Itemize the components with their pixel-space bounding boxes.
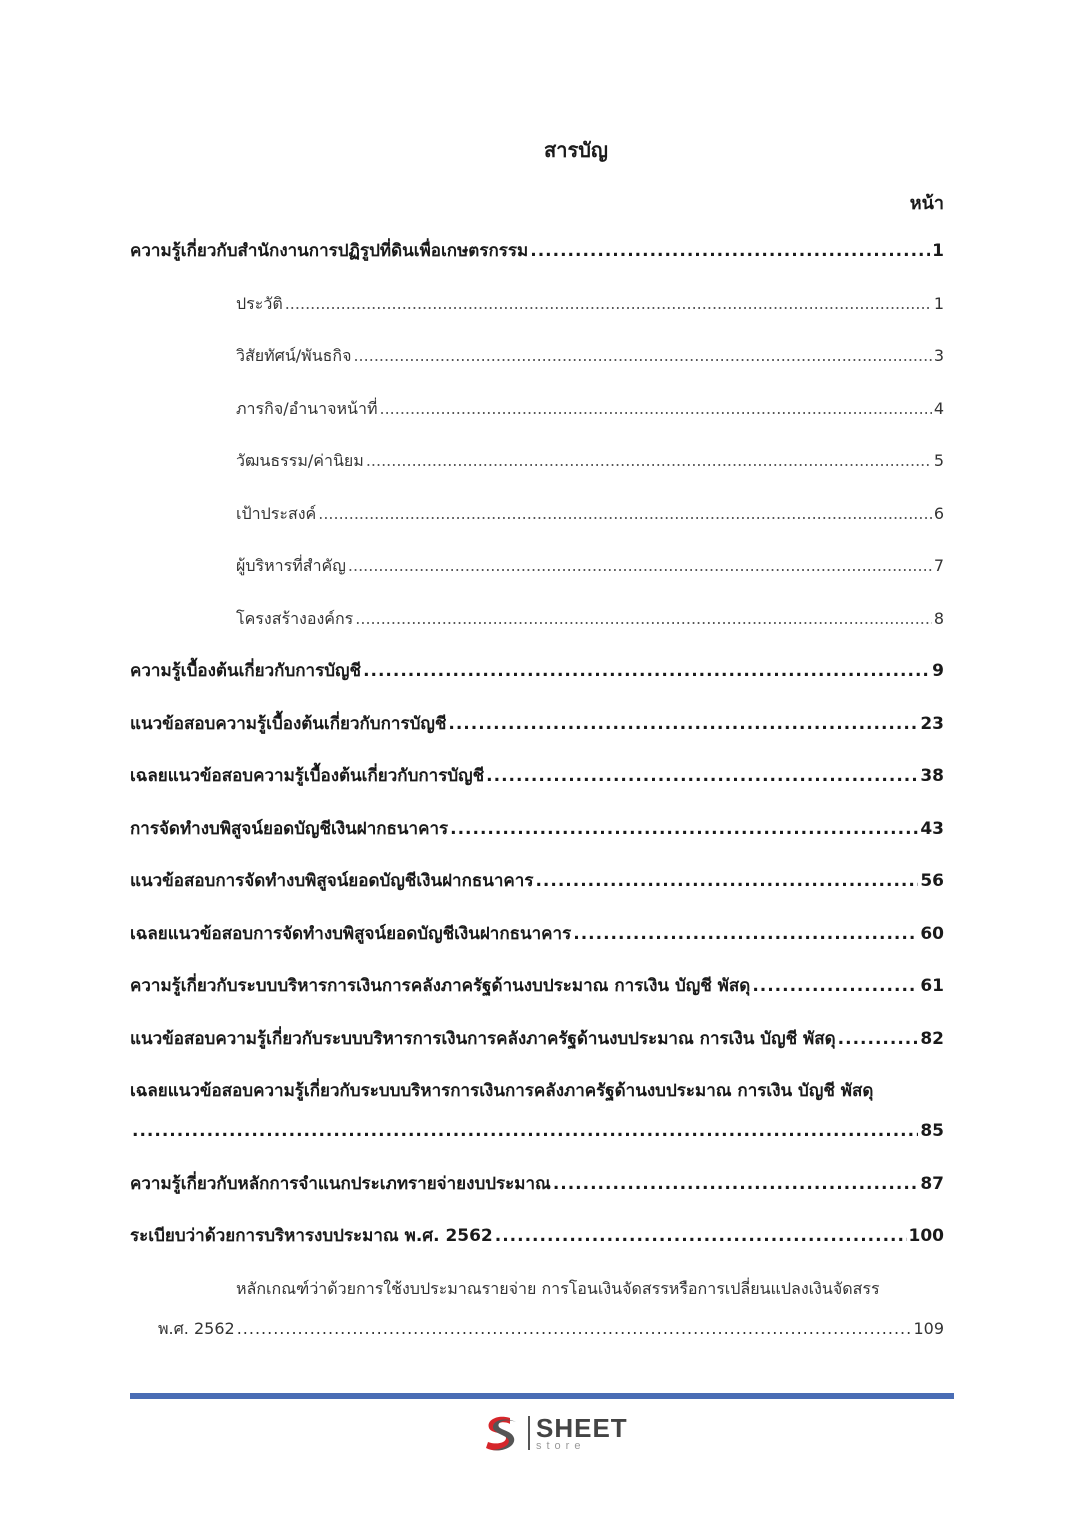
toc-entry-page: 1 <box>933 293 944 313</box>
toc-subentry[interactable] <box>130 341 944 394</box>
toc-entry[interactable] <box>130 1024 944 1077</box>
toc-entry-page: 43 <box>920 818 944 839</box>
toc-entry-title: ความรู้เกี่ยวกับระบบบริหารการเงินการคลังภาครัฐด้านงบประมาณ การเงิน บัญชี พัสดุ <box>130 976 751 996</box>
toc-entry-title: แนวข้อสอบการจัดทำงบพิสูจน์ยอดบัญชีเงินฝากธนาคาร <box>130 871 534 891</box>
toc-entry[interactable] <box>130 919 944 972</box>
toc-entry-title: ความรู้เกี่ยวกับสำนักงานการปฏิรูปที่ดินเพื่อเกษตรกรรม <box>130 241 529 261</box>
toc-entry-page: 5 <box>933 451 944 470</box>
toc-entry-title: วิสัยทัศน์/พันธกิจ <box>236 346 352 365</box>
toc-entry-title: โครงสร้างองค์กร <box>236 608 354 628</box>
toc-entry-title: ความรู้เบื้องต้นเกี่ยวกับการบัญชี <box>130 661 362 681</box>
toc-entry-page: 38 <box>920 766 944 786</box>
toc-entry[interactable] <box>130 236 944 289</box>
sheet-s-logo-icon <box>480 1412 522 1454</box>
toc-entry-page: 61 <box>920 976 944 996</box>
toc-entry[interactable] <box>130 866 944 919</box>
toc-entry-page: 3 <box>933 346 944 365</box>
toc-subentry-continuation[interactable] <box>130 1314 944 1354</box>
toc-entry[interactable] <box>130 709 944 762</box>
toc-subentry[interactable] <box>130 551 944 604</box>
toc-entry[interactable] <box>130 1221 944 1274</box>
table-of-contents <box>130 236 944 1354</box>
logo-name: SHEET <box>536 1412 628 1443</box>
toc-entry-page: 23 <box>920 713 944 734</box>
toc-subentry[interactable] <box>130 446 944 499</box>
toc-entry[interactable] <box>130 1169 944 1222</box>
toc-entry-title: ผู้บริหารที่สำคัญ <box>236 556 346 575</box>
toc-entry[interactable] <box>130 971 944 1024</box>
toc-entry-page: 109 <box>913 1318 944 1338</box>
toc-entry-page: 4 <box>933 398 944 418</box>
toc-entry-title: ภารกิจ/อำนาจหน้าที่ <box>236 398 378 418</box>
toc-entry-page: 85 <box>920 1121 944 1141</box>
toc-entry-title: ระเบียบว่าด้วยการบริหารงบประมาณ พ.ศ. 2562 <box>130 1226 493 1246</box>
toc-entry-title: แนวข้อสอบความรู้เกี่ยวกับระบบบริหารการเงินการคลังภาครัฐด้านงบประมาณ การเงิน บัญชี พัสดุ <box>130 1028 836 1049</box>
toc-entry-title: เฉลยแนวข้อสอบความรู้เบื้องต้นเกี่ยวกับการบัญชี <box>130 766 485 786</box>
toc-entry-page: 60 <box>920 923 944 944</box>
toc-entry-title: แนวข้อสอบความรู้เบื้องต้นเกี่ยวกับการบัญชี <box>130 713 447 734</box>
toc-entry[interactable] <box>130 761 944 814</box>
toc-entry-title: ความรู้เกี่ยวกับหลักการจำแนกประเภทรายจ่ายงบประมาณ <box>130 1173 551 1194</box>
toc-subentry[interactable] <box>130 394 944 447</box>
toc-entry-page: 87 <box>920 1173 944 1194</box>
toc-subentry[interactable] <box>130 499 944 552</box>
toc-subentry[interactable] <box>130 604 944 657</box>
toc-entry[interactable] <box>130 814 944 867</box>
toc-entry-page: 100 <box>908 1226 944 1246</box>
page-title: สารบัญ <box>544 138 608 162</box>
toc-entry-title: เฉลยแนวข้อสอบการจัดทำงบพิสูจน์ยอดบัญชีเงินฝากธนาคาร <box>130 923 572 944</box>
logo-subtitle: store <box>536 1439 586 1452</box>
page-column-label: หน้า <box>909 193 944 214</box>
toc-entry-title: เป้าประสงค์ <box>236 503 317 523</box>
toc-entry-title: หลักเกณฑ์ว่าด้วยการใช้งบประมาณรายจ่าย การโอนเงินจัดสรรหรือการเปลี่ยนแปลงเงินจัดสรร <box>236 1278 880 1298</box>
sheet-store-logo <box>480 1412 628 1454</box>
toc-entry-title: ประวัติ <box>236 293 283 313</box>
toc-entry-title-continued: พ.ศ. 2562 <box>158 1318 235 1338</box>
toc-entry-page: 82 <box>920 1028 944 1049</box>
toc-entry-title: การจัดทำงบพิสูจน์ยอดบัญชีเงินฝากธนาคาร <box>130 818 449 839</box>
toc-entry-page: 8 <box>933 608 944 628</box>
toc-entry-title: วัฒนธรรม/ค่านิยม <box>236 451 364 470</box>
toc-entry-page: 6 <box>933 503 944 523</box>
toc-subentry[interactable] <box>130 1274 944 1314</box>
toc-entry-page: 1 <box>932 241 944 261</box>
toc-entry-page: 9 <box>932 661 944 681</box>
footer-divider <box>130 1393 954 1399</box>
toc-entry[interactable] <box>130 656 944 709</box>
toc-entry-page: 7 <box>933 556 944 575</box>
toc-entry-continuation[interactable] <box>130 1116 944 1169</box>
toc-entry[interactable] <box>130 1076 944 1116</box>
toc-subentry[interactable] <box>130 289 944 342</box>
toc-entry-page: 56 <box>920 871 944 891</box>
toc-entry-title: เฉลยแนวข้อสอบความรู้เกี่ยวกับระบบบริหารการเงินการคลังภาครัฐด้านงบประมาณ การเงิน บัญชี พัสดุ <box>130 1081 874 1101</box>
